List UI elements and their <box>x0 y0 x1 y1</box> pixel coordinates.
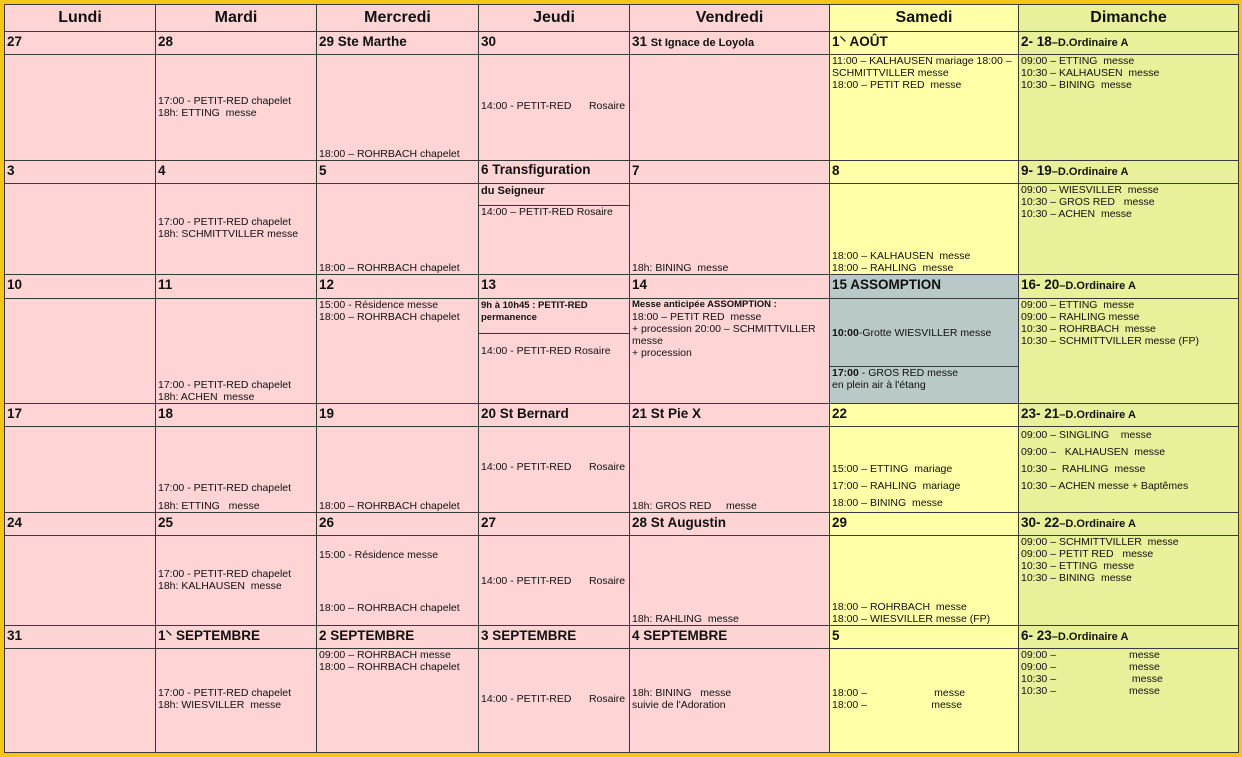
event-line: messe <box>632 334 663 347</box>
event-line: 09:00 – PETIT RED messe <box>1021 547 1154 560</box>
event-line: 18h: ETTING messe <box>158 107 257 120</box>
day-number: 17 <box>5 404 156 427</box>
event-line: 17:00 - PETIT-RED chapelet <box>158 215 292 228</box>
events-cell <box>479 55 630 161</box>
day-number <box>479 160 630 183</box>
day-number: 15 ASSOMPTION <box>830 275 1019 298</box>
day-number: 28 St Augustin <box>630 512 830 535</box>
event-line: 18:00 – ROHRBACH chapelet <box>319 499 460 512</box>
event-line: 09:00 – ETTING messe <box>1021 298 1135 311</box>
event-line: 09:00 – SCHMITTVILLER messe <box>1021 535 1179 548</box>
event-line: 18:00 – ROHRBACH chapelet <box>319 601 460 614</box>
event-text: - GROS RED messe <box>858 366 959 379</box>
day-number: 30 <box>479 32 630 55</box>
event-line <box>830 366 1018 391</box>
permanence-block <box>479 300 629 324</box>
event-line: 18h: BINING messe <box>632 687 732 700</box>
event-line: 18h: BINING messe <box>632 262 729 275</box>
day-label: 6 Transfiguration <box>481 161 591 177</box>
events-cell <box>1019 183 1239 274</box>
events-cell <box>830 55 1019 161</box>
day-number: 20 St Bernard <box>479 404 630 427</box>
event-line: 9h à 10h45 : PETIT-RED <box>481 299 588 311</box>
event-line: 14:00 - PETIT-RED Rosaire <box>481 461 626 474</box>
event-line: 09:00 – RAHLING messe <box>1021 310 1140 323</box>
event-line: 18h: RAHLING messe <box>632 613 739 626</box>
event-line: 15:00 – ETTING mariage <box>832 462 953 475</box>
event-line: 17:00 – RAHLING mariage <box>832 479 961 492</box>
day-number <box>1019 32 1239 55</box>
event-line: 09:00 – WIESVILLER messe <box>1021 183 1159 196</box>
day-number: 11 <box>156 275 317 298</box>
event-line: 18:00 – ROHRBACH messe <box>832 601 967 614</box>
event-line: 17:00 - PETIT-RED chapelet <box>158 567 292 580</box>
day-number: 4 SEPTEMBRE <box>630 626 830 649</box>
event-line: 10:30 – SCHMITTVILLER messe (FP) <box>1021 334 1199 347</box>
events-cell <box>830 298 1019 404</box>
day-number: 7 <box>630 160 830 183</box>
day-number: 13 <box>479 275 630 298</box>
event-line: suivie de l'Adoration <box>632 699 726 712</box>
day-label: 2- 18 <box>1021 34 1052 50</box>
event-line: 14:00 - PETIT-RED Rosaire <box>481 693 626 706</box>
events-cell <box>1019 55 1239 161</box>
day-number: 29 Ste Marthe <box>317 32 479 55</box>
event-line: 18:00 – BINING messe <box>832 496 943 509</box>
event-line: 14:00 - PETIT-RED Rosaire <box>479 333 629 357</box>
events-cell <box>479 535 630 625</box>
event-line: 15:00 - Résidence messe <box>319 548 439 561</box>
events-cell <box>830 649 1019 753</box>
day-number: 25 <box>156 512 317 535</box>
events-cell <box>630 55 830 161</box>
day-label: 9- 19 <box>1021 162 1052 178</box>
event-text: -Grotte WIESVILLER messe <box>858 326 992 339</box>
day-number: 26 <box>317 512 479 535</box>
day-number: 21 St Pie X <box>630 404 830 427</box>
event-line: 17:00 - PETIT-RED chapelet <box>158 687 292 700</box>
event-line: 18:00 – PETIT RED messe <box>832 79 962 92</box>
day-number: 18 <box>156 404 317 427</box>
calendar-table <box>4 4 1239 753</box>
events-cell <box>630 649 830 753</box>
event-line: 18:00 – PETIT RED messe <box>632 310 762 323</box>
day-number <box>1019 512 1239 535</box>
day-number <box>1019 626 1239 649</box>
day-number: 3 <box>5 160 156 183</box>
day-number: 22 <box>830 404 1019 427</box>
events-cell <box>830 427 1019 512</box>
event-line <box>830 327 1018 339</box>
day-number: 10 <box>5 275 156 298</box>
event-line: SCHMITTVILLER messe <box>832 67 949 80</box>
events-cell <box>630 183 830 274</box>
event-line: 18:00 – ROHRBACH chapelet <box>319 262 460 275</box>
feast-subtitle: du Seigneur <box>481 184 545 197</box>
day-number <box>630 32 830 55</box>
day-number: 28 <box>156 32 317 55</box>
day-label: 16- 20 <box>1021 277 1060 293</box>
event-line: 11:00 – KALHAUSEN mariage 18:00 – <box>832 55 1012 68</box>
day-number: 5 <box>317 160 479 183</box>
day-number: 24 <box>5 512 156 535</box>
day-number: 4 <box>156 160 317 183</box>
event-line: 18h: ETTING messe <box>158 499 260 512</box>
events-cell <box>156 183 317 274</box>
event-line: 10:30 – ACHEN messe <box>1021 207 1132 220</box>
header-mardi: Mardi <box>156 5 317 32</box>
day-label: 23- 21 <box>1021 406 1060 422</box>
events-cell <box>479 649 630 753</box>
day-number: 5 <box>830 626 1019 649</box>
event-line: 10:30 – BINING messe <box>1021 571 1132 584</box>
event-line: 10:30 – messe <box>1021 685 1160 698</box>
event-time: 10:00 <box>832 326 859 339</box>
event-line: 18:00 – RAHLING messe <box>832 262 954 275</box>
day-number: 27 <box>5 32 156 55</box>
day-number: 3 SEPTEMBRE <box>479 626 630 649</box>
day-number: 27 <box>479 512 630 535</box>
event-line: 09:00 – SINGLING messe <box>1021 429 1152 442</box>
event-line: 18h: GROS RED messe <box>632 499 757 512</box>
ordinary-sunday: –D.Ordinaire A <box>1059 517 1136 530</box>
events-cell <box>317 55 479 161</box>
day-number: 1⸌ SEPTEMBRE <box>156 626 317 649</box>
day-number: 31 <box>5 626 156 649</box>
events-cell <box>1019 298 1239 404</box>
events-cell <box>317 535 479 625</box>
events-cell <box>156 649 317 753</box>
event-line: 10:30 – ACHEN messe + Baptêmes <box>1021 480 1189 493</box>
day-number: 19 <box>317 404 479 427</box>
header-mercredi: Mercredi <box>317 5 479 32</box>
event-line: 09:00 – messe <box>1021 649 1160 662</box>
events-cell <box>5 649 156 753</box>
events-cell <box>317 298 479 404</box>
events-cell <box>479 427 630 512</box>
event-line: 14:00 - PETIT-RED Rosaire <box>481 574 626 587</box>
events-cell <box>5 535 156 625</box>
event-line: 17:00 - PETIT-RED chapelet <box>158 481 292 494</box>
events-cell <box>5 427 156 512</box>
event-line: 10:30 – KALHAUSEN messe <box>1021 67 1160 80</box>
events-cell <box>5 55 156 161</box>
events-cell <box>479 183 630 274</box>
event-line: 18:00 – ROHRBACH chapelet <box>319 310 460 323</box>
ordinary-sunday: –D.Ordinaire A <box>1051 37 1129 50</box>
event-line: 18h: KALHAUSEN messe <box>158 579 282 592</box>
events-cell <box>630 298 830 404</box>
day-number: 1⸌ AOÛT <box>830 32 1019 55</box>
event-line: 18:00 – ROHRBACH chapelet <box>319 661 460 674</box>
event-line: 09:00 – KALHAUSEN messe <box>1021 446 1166 459</box>
event-line: 18h: SCHMITTVILLER messe <box>158 227 299 240</box>
events-cell <box>630 427 830 512</box>
day-label: 6- 23 <box>1021 628 1052 644</box>
event-line: 10:30 – RAHLING messe <box>1021 463 1146 476</box>
day-number: 2 SEPTEMBRE <box>317 626 479 649</box>
day-number: 12 <box>317 275 479 298</box>
day-number <box>1019 404 1239 427</box>
events-cell <box>479 298 630 404</box>
header-vendredi: Vendredi <box>630 5 830 32</box>
ordinary-sunday: –D.Ordinaire A <box>1059 409 1136 422</box>
event-line: 10:30 – ROHRBACH messe <box>1021 322 1156 335</box>
events-cell <box>830 183 1019 274</box>
ordinary-sunday: –D.Ordinaire A <box>1051 165 1129 178</box>
event-line: 10:30 – ETTING messe <box>1021 559 1135 572</box>
event-line: 18:00 – WIESVILLER messe (FP) <box>832 613 991 626</box>
event-line: 09:00 – ROHRBACH messe <box>319 649 451 662</box>
header-samedi: Samedi <box>830 5 1019 32</box>
event-line: 18h: WIESVILLER messe <box>158 699 282 712</box>
events-cell <box>156 427 317 512</box>
event-line: 18h: ACHEN messe <box>158 391 255 404</box>
events-cell <box>156 55 317 161</box>
event-line: 15:00 - Résidence messe <box>319 298 439 311</box>
day-number: 29 <box>830 512 1019 535</box>
event-line: 18:00 – messe <box>832 699 963 712</box>
event-line: 09:00 – messe <box>1021 661 1160 674</box>
event-line: + procession 20:00 – SCHMITTVILLER <box>632 322 816 335</box>
event-text: en plein air à l'étang <box>832 378 926 391</box>
day-number: 14 <box>630 275 830 298</box>
event-line: 10:30 – GROS RED messe <box>1021 195 1155 208</box>
event-heading: Messe anticipée ASSOMPTION : <box>632 298 777 310</box>
day-number <box>1019 275 1239 298</box>
event-line: 17:00 - PETIT-RED chapelet <box>158 95 292 108</box>
saint-name: St Ignace de Loyola <box>650 37 755 50</box>
events-cell <box>156 298 317 404</box>
events-cell <box>830 535 1019 625</box>
event-line: + procession <box>632 346 692 359</box>
event-line: 14:00 – PETIT-RED Rosaire <box>479 205 629 218</box>
events-cell <box>317 183 479 274</box>
event-line: 10:30 – BINING messe <box>1021 79 1132 92</box>
ordinary-sunday: –D.Ordinaire A <box>1059 280 1136 293</box>
events-cell <box>317 649 479 753</box>
events-cell <box>1019 427 1239 512</box>
header-lundi: Lundi <box>5 5 156 32</box>
event-line: 10:30 – messe <box>1021 673 1163 686</box>
header-jeudi: Jeudi <box>479 5 630 32</box>
events-cell <box>1019 649 1239 753</box>
day-number <box>1019 160 1239 183</box>
ordinary-sunday: –D.Ordinaire A <box>1051 631 1129 644</box>
event-line: 18:00 – messe <box>832 687 966 700</box>
day-number: 8 <box>830 160 1019 183</box>
day-label: 30- 22 <box>1021 514 1060 530</box>
events-cell <box>630 535 830 625</box>
events-cell <box>5 183 156 274</box>
event-line: 18:00 – KALHAUSEN messe <box>832 250 971 263</box>
event-line: 17:00 - PETIT-RED chapelet <box>158 379 292 392</box>
header-dimanche: Dimanche <box>1019 5 1239 32</box>
event-line: 14:00 - PETIT-RED Rosaire <box>481 100 626 113</box>
events-cell <box>5 298 156 404</box>
event-line: 09:00 – ETTING messe <box>1021 55 1135 68</box>
events-cell <box>156 535 317 625</box>
event-time: 17:00 <box>832 366 859 379</box>
event-line: permanence <box>481 311 537 323</box>
event-line: 18:00 – ROHRBACH chapelet <box>319 147 460 160</box>
day-label: 31 <box>632 34 648 50</box>
events-cell <box>1019 535 1239 625</box>
events-cell <box>317 427 479 512</box>
